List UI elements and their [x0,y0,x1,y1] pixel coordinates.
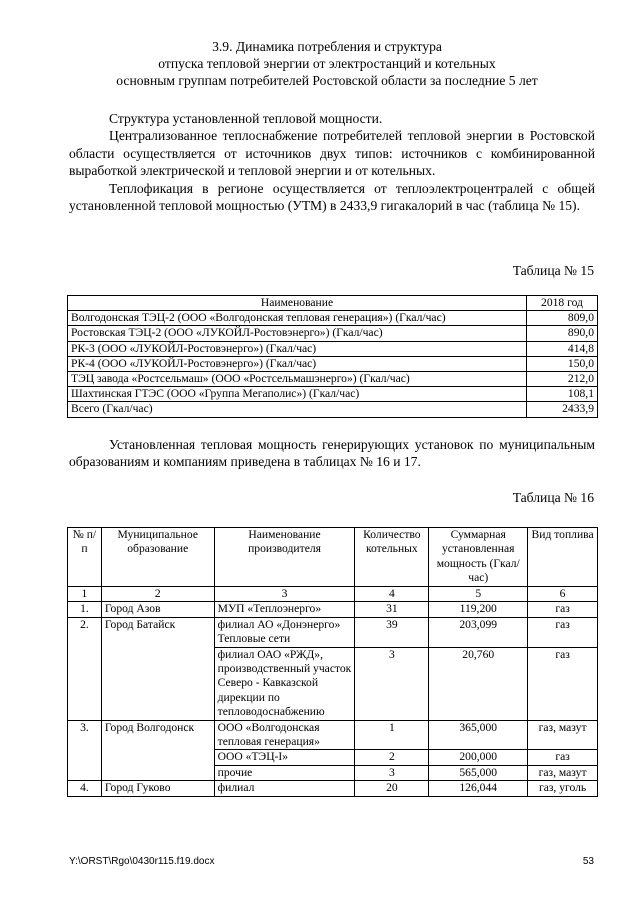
row-value: 212,0 [527,371,598,386]
intro-paragraphs [69,110,595,214]
row-fuel: газ [528,602,598,617]
intro-paragraph-2: Теплофикация в регионе осуществляется от теплоэлектроцентралей с общей установленной тепловой мощностью (УТМ) в 2433,9 гигакалорий в час (таблица № 15). [69,180,595,214]
column-header-capacity: Суммарная установленная мощность (Гкал/час) [429,528,528,587]
table-15 [67,295,598,418]
row-num: 2. [68,617,102,720]
table-row [68,341,598,356]
intro-subtitle: Структура установленной тепловой мощности. [109,111,383,126]
row-capacity: 200,000 [429,750,528,765]
table-row [68,720,598,750]
row-producer: филиал [214,781,355,796]
row-boilers: 1 [355,720,429,750]
row-num: 3. [68,720,102,781]
table15-caption: Таблица № 15 [512,263,594,278]
section-heading [60,38,594,89]
row-value: 2433,9 [527,402,598,417]
table-row [68,387,598,402]
row-boilers: 31 [355,602,429,617]
intro-paragraph-1: Централизованное теплоснабжение потребителей тепловой энергии в Ростовской области осуществляется от источников двух типов: источников с комбинированной выработкой электрической и тепловой энергии и от котельных. [69,128,595,179]
table-16 [67,527,598,797]
row-fuel: газ [528,647,598,720]
row-boilers: 20 [355,781,429,796]
table-row [68,602,598,617]
column-number: 2 [101,587,214,602]
column-header-name: Наименование [68,296,527,311]
table-row [68,356,598,371]
footer-page-number: 53 [582,856,594,867]
row-value: 108,1 [527,387,598,402]
row-producer: МУП «Теплоэнерго» [214,602,355,617]
column-header-fuel: Вид топлива [528,528,598,587]
table-header-row [68,296,598,311]
row-value: 150,0 [527,356,598,371]
table-row [68,371,598,386]
column-number: 1 [68,587,102,602]
column-header-year: 2018 год [527,296,598,311]
row-num: 1. [68,602,102,617]
row-fuel: газ [528,750,598,765]
row-name: Ростовская ТЭЦ-2 (ООО «ЛУКОЙЛ-Ростовэнерго») (Гкал/час) [68,326,527,341]
footer-file-path: Y:\ORST\Rgo\0430r115.f19.docx [69,856,215,867]
row-boilers: 39 [355,617,429,647]
row-fuel: газ [528,617,598,647]
column-header-boilers: Количество котельных [355,528,429,587]
row-value: 890,0 [527,326,598,341]
row-name: Шахтинская ГТЭС (ООО «Группа Мегаполис») (Гкал/час) [68,387,527,402]
row-name: Волгодонская ТЭЦ-2 (ООО «Волгодонская тепловая генерация») (Гкал/час) [68,311,527,326]
table-row [68,617,598,647]
row-value: 809,0 [527,311,598,326]
row-municipality: Город Азов [101,602,214,617]
row-producer: ООО «ТЭЦ-I» [214,750,355,765]
column-number: 6 [528,587,598,602]
heading-line-3: основным группам потребителей Ростовской области за последние 5 лет [116,73,538,88]
row-boilers: 2 [355,750,429,765]
row-fuel: газ, мазут [528,720,598,750]
row-capacity: 203,099 [429,617,528,647]
paragraph-3: Установленная тепловая мощность генерирующих установок по муниципальным образованиям и компаниям приведена в таблицах № 16 и 17. [69,437,595,470]
row-boilers: 3 [355,765,429,780]
row-fuel: газ, уголь [528,781,598,796]
heading-line-1: 3.9. Динамика потребления и структура [212,39,442,54]
row-producer: прочие [214,765,355,780]
row-producer: филиал ОАО «РЖД», производственный участок Северо - Кавказской дирекции по тепловодоснабжению [214,647,355,720]
row-boilers: 3 [355,647,429,720]
table-row [68,311,598,326]
column-number: 3 [214,587,355,602]
row-municipality: Город Батайск [101,617,214,720]
row-fuel: газ, мазут [528,765,598,780]
table-row-total [68,402,598,417]
column-header-producer: Наименование производителя [214,528,355,587]
row-num: 4. [68,781,102,796]
row-capacity: 20,760 [429,647,528,720]
row-capacity: 119,200 [429,602,528,617]
row-producer: филиал АО «Донэнерго» Тепловые сети [214,617,355,647]
column-number: 5 [429,587,528,602]
column-header-municipality: Муниципальное образование [101,528,214,587]
column-number-row [68,587,598,602]
column-number: 4 [355,587,429,602]
row-capacity: 565,000 [429,765,528,780]
table16-caption: Таблица № 16 [512,490,594,505]
row-name: РК-4 (ООО «ЛУКОЙЛ-Ростовэнерго») (Гкал/час) [68,356,527,371]
paragraph-3-block [69,436,595,471]
column-header-num: № п/п [68,528,102,587]
row-value: 414,8 [527,341,598,356]
row-name: Всего (Гкал/час) [68,402,527,417]
row-capacity: 365,000 [429,720,528,750]
row-name: ТЭЦ завода «Ростсельмаш» (ООО «Ростсельмашэнерго») (Гкал/час) [68,371,527,386]
row-name: РК-3 (ООО «ЛУКОЙЛ-Ростовэнерго») (Гкал/час) [68,341,527,356]
heading-line-2: отпуска тепловой энергии от электростанций и котельных [158,56,496,71]
row-municipality: Город Волгодонск [101,720,214,781]
row-capacity: 126,044 [429,781,528,796]
row-municipality: Город Гуково [101,781,214,796]
table-header-row [68,528,598,587]
table-row [68,781,598,796]
row-producer: ООО «Волгодонская тепловая генерация» [214,720,355,750]
table-row [68,326,598,341]
